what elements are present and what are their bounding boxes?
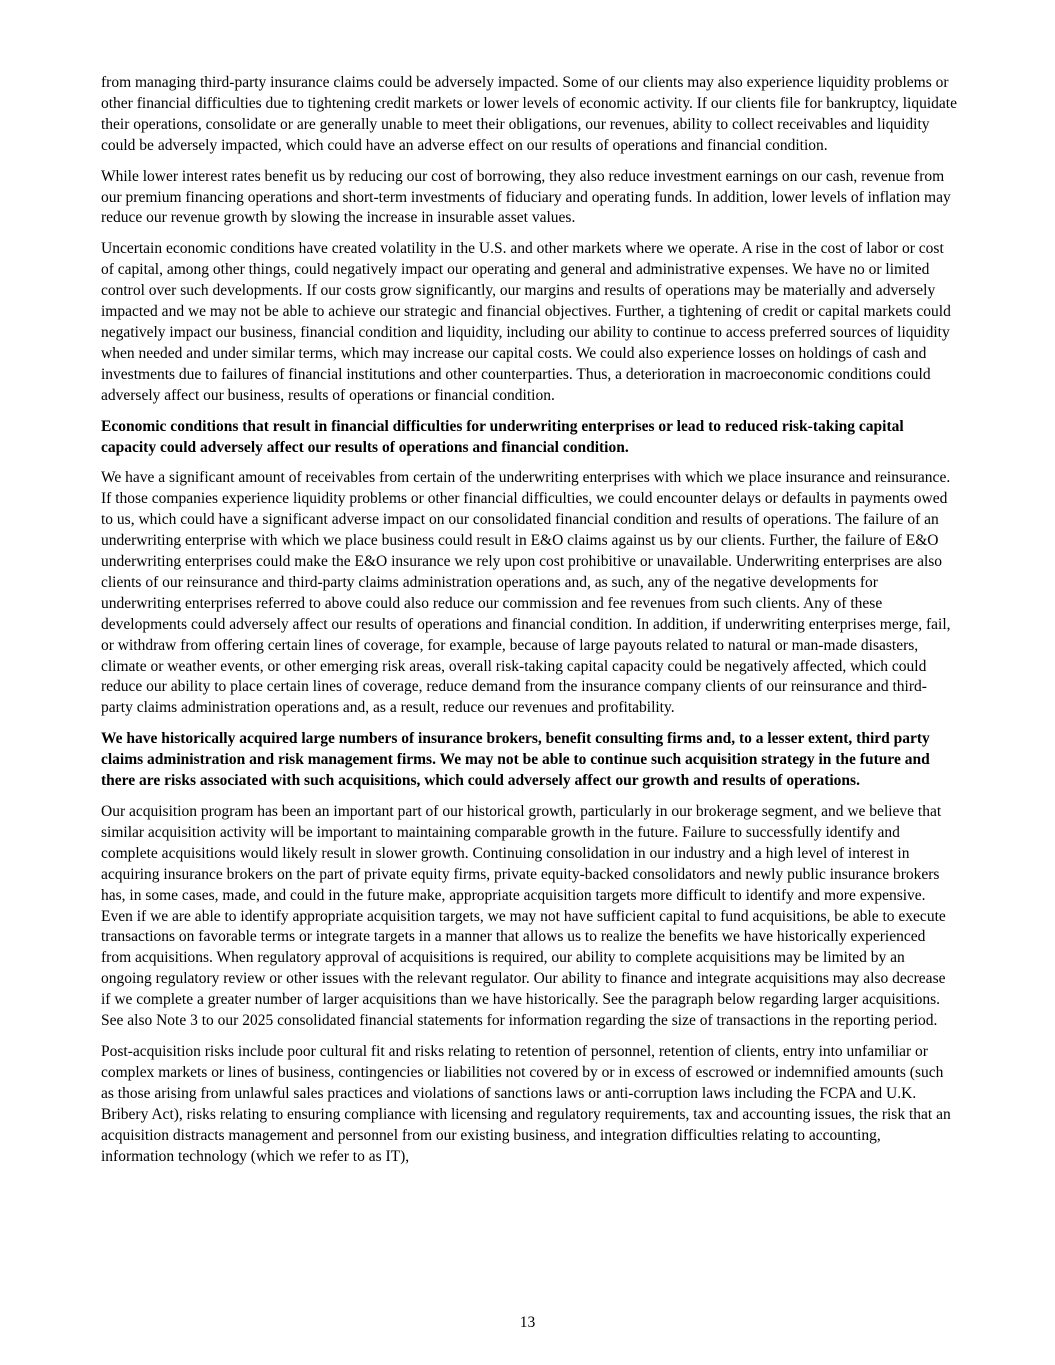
document-page [101, 73, 957, 1177]
paragraph-economic-conditions: Uncertain economic conditions have created volatility in the U.S. and other markets where we operate. A rise in the cost of labor or cost of capital, among other things, could negatively impact our operating and general and administrative expenses. We have no or limited control over such developments. If our costs grow significantly, our margins and results of operations may be materially and adversely impacted and we may not be able to achieve our strategic and financial objectives. Further, a tightening of credit or capital markets could negatively impact our business, financial condition and liquidity, including our ability to continue to access preferred sources of liquidity when needed and under similar terms, which may increase our capital costs. We could also experience losses on holdings of cash and investments due to failures of financial institutions and other counterparties. Thus, a deterioration in macroeconomic conditions could adversely affect our business, results of operations or financial condition. [101, 240, 951, 404]
paragraph-acquisition-program: Our acquisition program has been an important part of our historical growth, particularly in our brokerage segment, and we believe that similar acquisition activity will be important to maintaining comparable growth in the future. Failure to successfully identify and complete acquisitions would likely result in slower growth. Continuing consolidation in our industry and a high level of interest in acquiring insurance brokers on the part of private equity firms, private equity-backed consolidators and newly public insurance brokers has, in some cases, made, and could in the future make, appropriate acquisition targets more difficult to identify and more expensive. Even if we are able to identify appropriate acquisition targets, we may not have sufficient capital to fund acquisitions, be able to execute transactions on favorable terms or integrate targets in a manner that allows us to realize the benefits we have historically experienced from acquisitions. When regulatory approval of acquisitions is required, our ability to complete acquisitions may be limited by an ongoing regulatory review or other issues with the relevant regulator. Our ability to finance and integrate acquisitions may also decrease if we complete a greater number of larger acquisitions than we have historically. See the paragraph below regarding larger acquisitions. See also Note 3 to our 2025 consolidated financial statements for information regarding the size of transactions in the reporting period. [101, 803, 946, 1030]
paragraph-interest-rates: While lower interest rates benefit us by reducing our cost of borrowing, they also reduce investment earnings on our cash, revenue from our premium financing operations and short-term investments of fiduciary and operating funds. In addition, lower levels of inflation may reduce our revenue growth by slowing the increase in insurable asset values. [101, 167, 951, 227]
paragraph-post-acquisition-risks: Post-acquisition risks include poor cultural fit and risks relating to retention of personnel, retention of clients, entry into unfamiliar or complex markets or lines of business, contingencies or liabilities not covered by or in excess of escrowed or indemnified amounts (such as those arising from unlawful sales practices and violations of sanctions laws or anti-corruption laws including the FCPA and U.K. Bribery Act), risks relating to ensuring compliance with licensing and regulatory requirements, tax and accounting issues, the risk that an acquisition distracts management and personnel from our existing business, and integration difficulties relating to accounting, information technology (which we refer to as IT), [101, 1042, 951, 1165]
heading-acquisitions: We have historically acquired large numbers of insurance brokers, benefit consulting firms and, to a lesser extent, third party claims administration and risk management firms. We may not be able to continue such acquisition strategy in the future and there are risks associated with such acquisitions, which could adversely affect our growth and results of operations. [101, 730, 930, 790]
paragraph-client-difficulties: from managing third-party insurance claims could be adversely impacted. Some of our clients may also experience liquidity problems or other financial difficulties due to tightening credit markets or lower levels of economic activity. If our clients file for bankruptcy, liquidate their operations, consolidate or are generally unable to meet their obligations, our revenues, ability to collect receivables and liquidity could be adversely impacted, which could have an adverse effect on our results of operations and financial condition. [101, 74, 957, 154]
heading-underwriting-enterprises: Economic conditions that result in financial difficulties for underwriting enterprises or lead to reduced risk-taking capital capacity could adversely affect our results of operations and financial condition. [101, 417, 904, 456]
paragraph-receivables: We have a significant amount of receivables from certain of the underwriting enterprises with which we place insurance and reinsurance. If those companies experience liquidity problems or other financial difficulties, we could encounter delays or defaults in payments owed to us, which could have a significant adverse impact on our consolidated financial condition and results of operations. The failure of an underwriting enterprise with which we place business could result in E&O claims against us by our clients. Further, the failure of E&O underwriting enterprises could make the E&O insurance we rely upon cost prohibitive or unavailable. Underwriting enterprises are also clients of our reinsurance and third-party claims administration operations and, as such, any of the negative developments for underwriting enterprises referred to above could also reduce our commission and fee revenues from such clients. Any of these developments could adversely affect our results of operations and financial condition. In addition, if underwriting enterprises merge, fail, or withdraw from offering certain lines of coverage, for example, because of large payouts related to natural or man-made disasters, climate or weather events, or other emerging risk areas, overall risk-taking capital capacity could be negatively affected, which could reduce our ability to place certain lines of coverage, reduce demand from the insurance company clients of our reinsurance and third-party claims administration operations and, as a result, reduce our revenues and profitability. [101, 469, 951, 717]
page-number: 13 [519, 1314, 536, 1331]
